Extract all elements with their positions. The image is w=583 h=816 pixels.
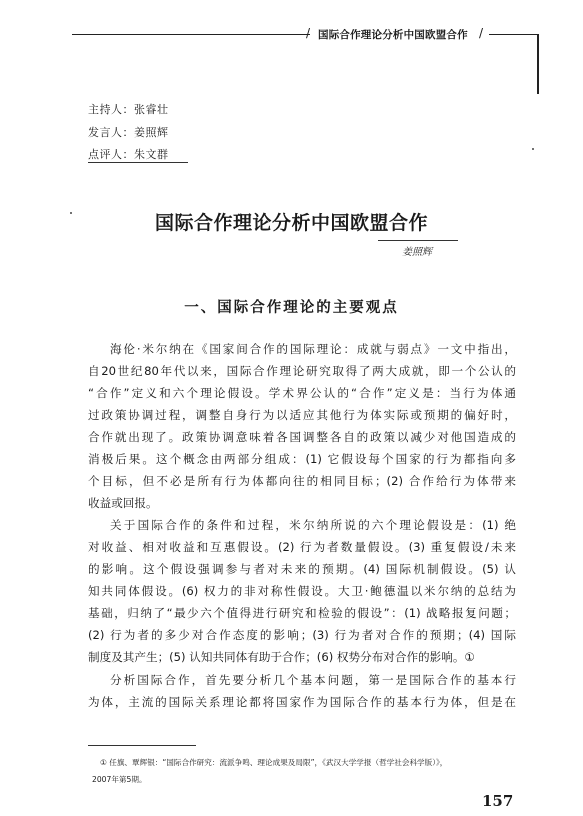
- body-line: 的影响。这个假设强调参与者对未来的预期。(4) 国际机制假设。(5) 认: [88, 562, 516, 576]
- header-rule-left: [72, 34, 310, 35]
- body-line: “合作”定义和六个理论假设。学术界公认的“合作”定义是：当行为体通: [88, 386, 516, 400]
- footnote-line: 2007年第5期。: [92, 775, 147, 784]
- body-line: 关于国际合作的条件和过程，米尔纳所说的六个理论假设是：(1) 绝: [110, 518, 516, 532]
- body-line: 海伦·米尔纳在《国家间合作的国际理论：成就与弱点》一文中指出，: [110, 342, 516, 356]
- role-commentator: 点评人：朱文群: [88, 148, 169, 161]
- author-rule: [378, 240, 458, 241]
- footnote-line: ① 任旗、覃辉银：“国际合作研究：流派争鸣、理论成果及局限”，《武汉大学学报（哲学社会科学版）》，: [100, 758, 448, 767]
- role-speaker: 发言人：姜照辉: [88, 126, 169, 139]
- body-line: 知共同体假设。(6) 权力的非对称性假设。大卫·鲍德温以米尔纳的总结为: [88, 584, 516, 598]
- body-line: 自20世纪80年代以来，国际合作理论研究取得了两大成就，即一个公认的: [88, 364, 516, 378]
- body-line: 合作就出现了。政策协调意味着各国调整各自的政策以减少对他国造成的: [88, 430, 516, 444]
- header-vertical-rule: [537, 34, 539, 94]
- body-line: 消极后果。这个概念由两部分组成：(1) 它假设每个国家的行为都指向多: [88, 452, 516, 466]
- body-line: 对收益、相对收益和互惠假设。(2) 行为者数量假设。(3) 重复假设/未来: [88, 540, 516, 554]
- page-title: 国际合作理论分析中国欧盟合作: [154, 212, 428, 234]
- footnote-rule: [88, 745, 196, 746]
- header-rule-right: [489, 34, 539, 35]
- body-line: 为体，主流的国际关系理论都将国家作为国际合作的基本行为体，但是在: [88, 695, 516, 709]
- body-line: 基础，归纳了“最少六个值得进行研究和检验的假设”：(1) 战略报复问题；: [88, 606, 516, 620]
- role-underline: [88, 162, 188, 163]
- body-line: 过政策协调过程，调整自身行为以适应其他行为体实际或预期的偏好时，: [88, 408, 516, 422]
- header-slash: /: [306, 26, 311, 40]
- body-line: 分析国际合作，首先要分析几个基本问题，第一是国际合作的基本行: [110, 673, 516, 687]
- body-line: 收益或回报。: [88, 496, 158, 510]
- section-heading: 一、国际合作理论的主要观点: [184, 300, 399, 316]
- role-host: 主持人：张睿壮: [88, 103, 169, 116]
- scan-speck: [532, 148, 534, 150]
- header-slash: /: [479, 26, 484, 40]
- body-line: 制度及其产生；(5) 认知共同体有助于合作；(6) 权势分布对合作的影响。①: [88, 650, 475, 664]
- author-signature: 姜照辉: [402, 247, 432, 258]
- body-line: (2) 行为者的多少对合作态度的影响；(3) 行为者对合作的预期；(4) 国际: [88, 628, 516, 642]
- running-head: 国际合作理论分析中国欧盟合作: [318, 29, 468, 41]
- page-number: 157: [482, 792, 514, 810]
- body-line: 个目标，但不必是所有行为体都向往的相同目标；(2) 合作给行为体带来: [88, 474, 516, 488]
